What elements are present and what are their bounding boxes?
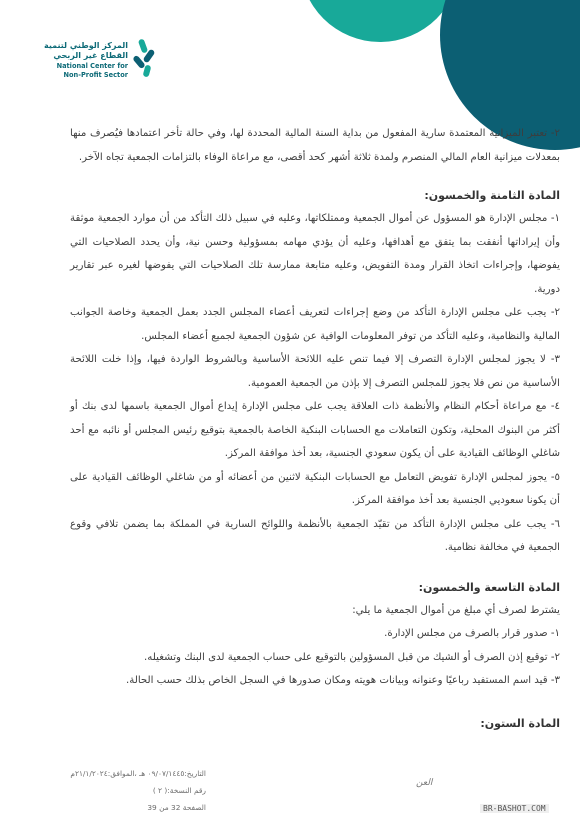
article-58-item-5: ٥- يجوز لمجلس الإدارة تفويض التعامل مع الحسابات البنكية لاثنين من أعضائه أو من شاغلي الوظائف القيادية على أن يكونا سعوديي الجنسية بعد أخذ موافقة المركز. bbox=[70, 471, 560, 506]
logo-mark-icon bbox=[132, 39, 158, 79]
article-59-heading: المادة التاسعة والخمسون: bbox=[418, 580, 560, 594]
article-59-item-2: ٢- توقيع إذن الصرف أو الشيك من قبل المسؤولين بالتوقيع على حساب الجمعية لدى البنك وتشغيله. bbox=[144, 651, 560, 663]
article-59-intro: يشترط لصرف أي مبلغ من أموال الجمعية ما يلي: bbox=[352, 604, 560, 616]
logo-arabic-line-2: القطاع غير الربحي bbox=[53, 51, 128, 60]
logo-english-line-1: National Center for bbox=[56, 62, 128, 70]
site-watermark: BR-BASHOT.COM bbox=[480, 804, 549, 813]
article-59-item-1: ١- صدور قرار بالصرف من مجلس الإدارة. bbox=[384, 628, 560, 639]
article-58-item-2: ٢- يجب على مجلس الإدارة التأكد من وضع إجراءات لتعريف أعضاء المجلس الجدد بعمل الجمعية وخاصة الجوانب المالية والنظامية، وعليه التأكد من توفر المعلومات الوافية عن شؤون الجمعية لجميع أعضاء المجلس. bbox=[70, 307, 560, 342]
article-58-item-3: ٣- لا يجوز لمجلس الإدارة التصرف إلا فيما تنص عليه اللائحة الأساسية وبالشروط الواردة فيها، وإذا خلت اللائحة الأساسية من نص فلا يجوز للمجلس التصرف إلا بإذن من الجمعية العمومية. bbox=[70, 354, 560, 389]
logo-english-line-2: Non-Profit Sector bbox=[63, 71, 128, 79]
article-60-heading: المادة الستون: bbox=[480, 716, 560, 730]
handwritten-signature: العن bbox=[416, 778, 433, 788]
article-58-item-1: ١- مجلس الإدارة هو المسؤول عن أموال الجمعية وممتلكاتها، وعليه في سبيل ذلك التأكد من أن موارد الجمعية موثقة وأن إيراداتها أنفقت بما يتفق مع أهدافها، وعليه أن يؤدي مهامه بمسؤولية وحسن نية، وأن يحدد الصلاحيات التي يفوضها، وإجراءات اتخاذ القرار ومدة التفويض، وعليه متابعة ممارسة تلك الصلاحيات التي يفوضها لغيره عبر تقارير دورية. bbox=[70, 213, 560, 295]
logo-arabic-line-1: المركز الوطني لتنمية bbox=[44, 41, 128, 50]
document-footer bbox=[46, 765, 206, 816]
organization-logo bbox=[42, 37, 158, 85]
clause-budget-validity: ٢- تعتبر الميزانية المعتمدة سارية المفعول من بداية السنة المالية المحددة لها، وفي حالة تأخر اعتمادها فيُصرف منها بمعدلات ميزانية العام المالي المنصرم ولمدة ثلاثة أشهر كحد أقصى، مع مراعاة الوفاء بالتزامات الجمعية تجاه الآخر. bbox=[70, 128, 560, 163]
header-decoration-teal bbox=[300, 0, 460, 42]
document-body bbox=[70, 122, 560, 735]
footer-page-number: الصفحة 32 من 39 bbox=[147, 803, 206, 812]
article-58-item-6: ٦- يجب على مجلس الإدارة التأكد من تقيّد الجمعية بالأنظمة واللوائح السارية في المملكة بما يضمن تلافي وقوع الجمعية في مخالفة نظامية. bbox=[70, 518, 560, 553]
footer-date: التاريخ:٠٩/٠٧/١٤٤٥ هـ ،الموافق:٢١/١/٢٠٢٤م bbox=[70, 769, 206, 778]
article-59-item-3: ٣- قيد اسم المستفيد رباعيًا وعنوانه وبيانات هويته ومكان صدورها في السجل الخاص بذلك حسب الحالة. bbox=[126, 675, 560, 686]
article-58-heading: المادة الثامنة والخمسون: bbox=[424, 189, 560, 202]
footer-version: رقم النسخة:( ٢ ) bbox=[152, 786, 206, 795]
article-58-item-4: ٤- مع مراعاة أحكام النظام والأنظمة ذات العلاقة يجب على مجلس الإدارة إيداع أموال الجمعية باسمها لدى بنك أو أكثر من البنوك المحلية، وتكون التعاملات مع الحسابات البنكية الخاصة بالجمعية بتوقيع رئيس المجلس أو نائبه مع أحد شاغلي الوظائف القيادية على أن يكون سعودي الجنسية، بعد أخذ موافقة المركز. bbox=[70, 401, 560, 459]
